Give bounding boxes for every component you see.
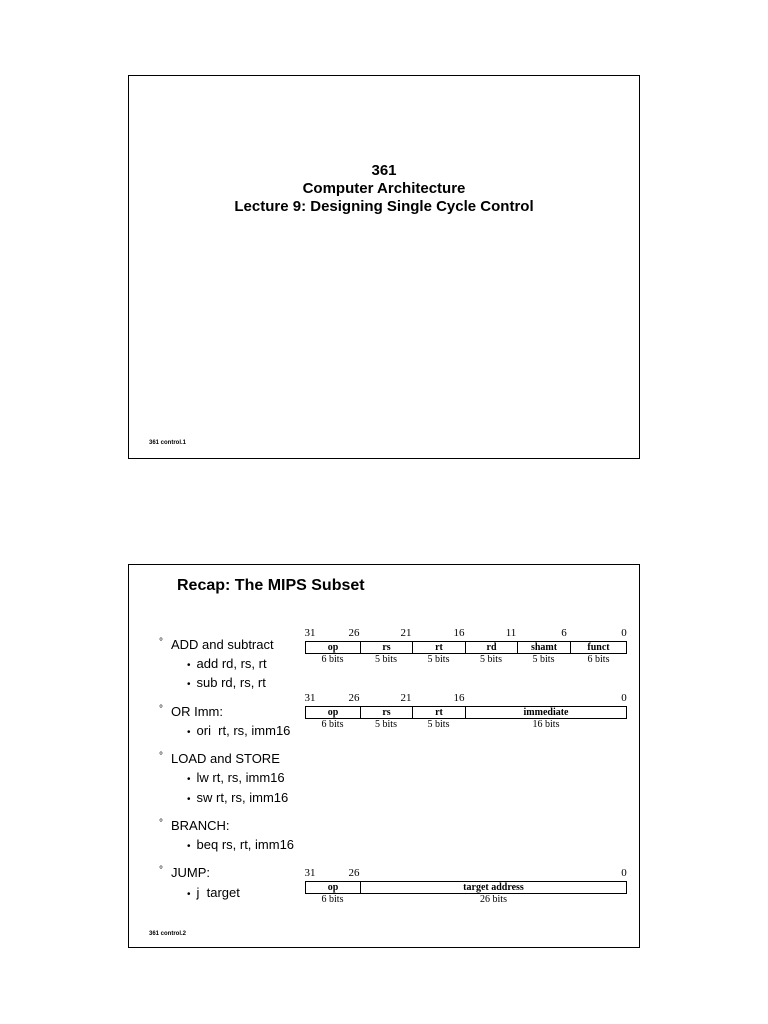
field-rs: rs [361, 707, 413, 718]
size-label: 6 bits [587, 654, 610, 665]
sub-bullet-text: ori rt, rs, imm16 [196, 723, 291, 738]
slide-1 [128, 75, 640, 459]
lecture-title: Lecture 9: Designing Single Cycle Control [234, 198, 534, 215]
sub-bullet-text: sw rt, rs, imm16 [196, 790, 289, 805]
size-label: 6 bits [321, 894, 344, 905]
course-title: Computer Architecture [302, 180, 466, 197]
field-funct: funct [587, 642, 610, 653]
field-target-address: target address [463, 882, 524, 893]
bullet-load-store: ° LOAD and STORE [159, 751, 280, 766]
field-boxes [305, 881, 627, 894]
size-label: 6 bits [321, 719, 344, 730]
field-op: op [306, 642, 361, 653]
bullet-label: BRANCH: [171, 818, 230, 833]
sub-bullet: • lw rt, rs, imm16 [187, 770, 285, 785]
bullet-jump: ° JUMP: [159, 865, 210, 880]
field-rt: rt [413, 642, 466, 653]
size-label: 26 bits [480, 894, 507, 905]
bit-number: 16 [453, 627, 465, 639]
size-label: 6 bits [321, 654, 344, 665]
field-sizes [305, 894, 627, 907]
field-rd: rd [466, 642, 518, 653]
sub-bullet-text: j target [196, 885, 240, 900]
bit-number: 0 [621, 627, 627, 639]
bullet-label: JUMP: [171, 865, 210, 880]
bit-number: 0 [621, 692, 627, 704]
rtype-format [305, 627, 627, 667]
bullet-label: ADD and subtract [171, 637, 274, 652]
bit-number: 26 [348, 627, 360, 639]
field-immediate: immediate [523, 707, 569, 718]
bit-number: 31 [304, 627, 316, 639]
size-label: 5 bits [375, 719, 397, 730]
bit-positions [305, 692, 627, 706]
bullet-branch: ° BRANCH: [159, 818, 230, 833]
bit-positions [305, 627, 627, 641]
field-sizes [305, 654, 627, 667]
size-label: 5 bits [532, 654, 555, 665]
title-block [129, 162, 639, 216]
bit-number: 11 [505, 627, 517, 639]
sub-bullet: • add rd, rs, rt [187, 656, 267, 671]
size-label: 5 bits [375, 654, 397, 665]
field-boxes [305, 706, 627, 719]
sub-bullet-text: sub rd, rs, rt [196, 675, 266, 690]
sub-bullet: • ori rt, rs, imm16 [187, 723, 291, 738]
bit-number: 16 [453, 692, 465, 704]
bullet-label: LOAD and STORE [171, 751, 280, 766]
field-op: op [306, 707, 361, 718]
bit-positions [305, 867, 627, 881]
bit-number: 0 [621, 867, 627, 879]
slide-heading: Recap: The MIPS Subset [177, 577, 365, 594]
bullet-add-subtract: ° ADD and subtract [159, 637, 274, 652]
sub-bullet: • sw rt, rs, imm16 [187, 790, 289, 805]
bit-number: 6 [561, 627, 567, 639]
size-label: 5 bits [427, 719, 450, 730]
bullet-or-imm: ° OR Imm: [159, 704, 223, 719]
sub-bullet: • j target [187, 885, 240, 900]
course-number: 361 [371, 162, 397, 179]
field-rt: rt [413, 707, 466, 718]
slide-footer: 361 control.1 [149, 440, 187, 446]
size-label: 16 bits [532, 719, 560, 730]
field-shamt: shamt [518, 642, 571, 653]
sub-bullet: • sub rd, rs, rt [187, 675, 266, 690]
bit-number: 31 [304, 692, 316, 704]
field-op: op [306, 882, 361, 893]
sub-bullet: • beq rs, rt, imm16 [187, 837, 295, 852]
bit-number: 26 [348, 692, 360, 704]
sub-bullet-text: add rd, rs, rt [196, 656, 267, 671]
jtype-format [305, 867, 627, 907]
sub-bullet-text: lw rt, rs, imm16 [196, 770, 285, 785]
bit-number: 31 [304, 867, 316, 879]
itype-format [305, 692, 627, 732]
slide-2 [128, 564, 640, 948]
bit-number: 21 [400, 627, 412, 639]
size-label: 5 bits [427, 654, 450, 665]
size-label: 5 bits [480, 654, 502, 665]
slide-footer: 361 control.2 [149, 931, 187, 937]
bit-number: 21 [400, 692, 412, 704]
sub-bullet-text: beq rs, rt, imm16 [196, 837, 295, 852]
field-boxes [305, 641, 627, 654]
bit-number: 26 [348, 867, 360, 879]
field-sizes [305, 719, 627, 732]
bullet-label: OR Imm: [171, 704, 223, 719]
field-rs: rs [361, 642, 413, 653]
